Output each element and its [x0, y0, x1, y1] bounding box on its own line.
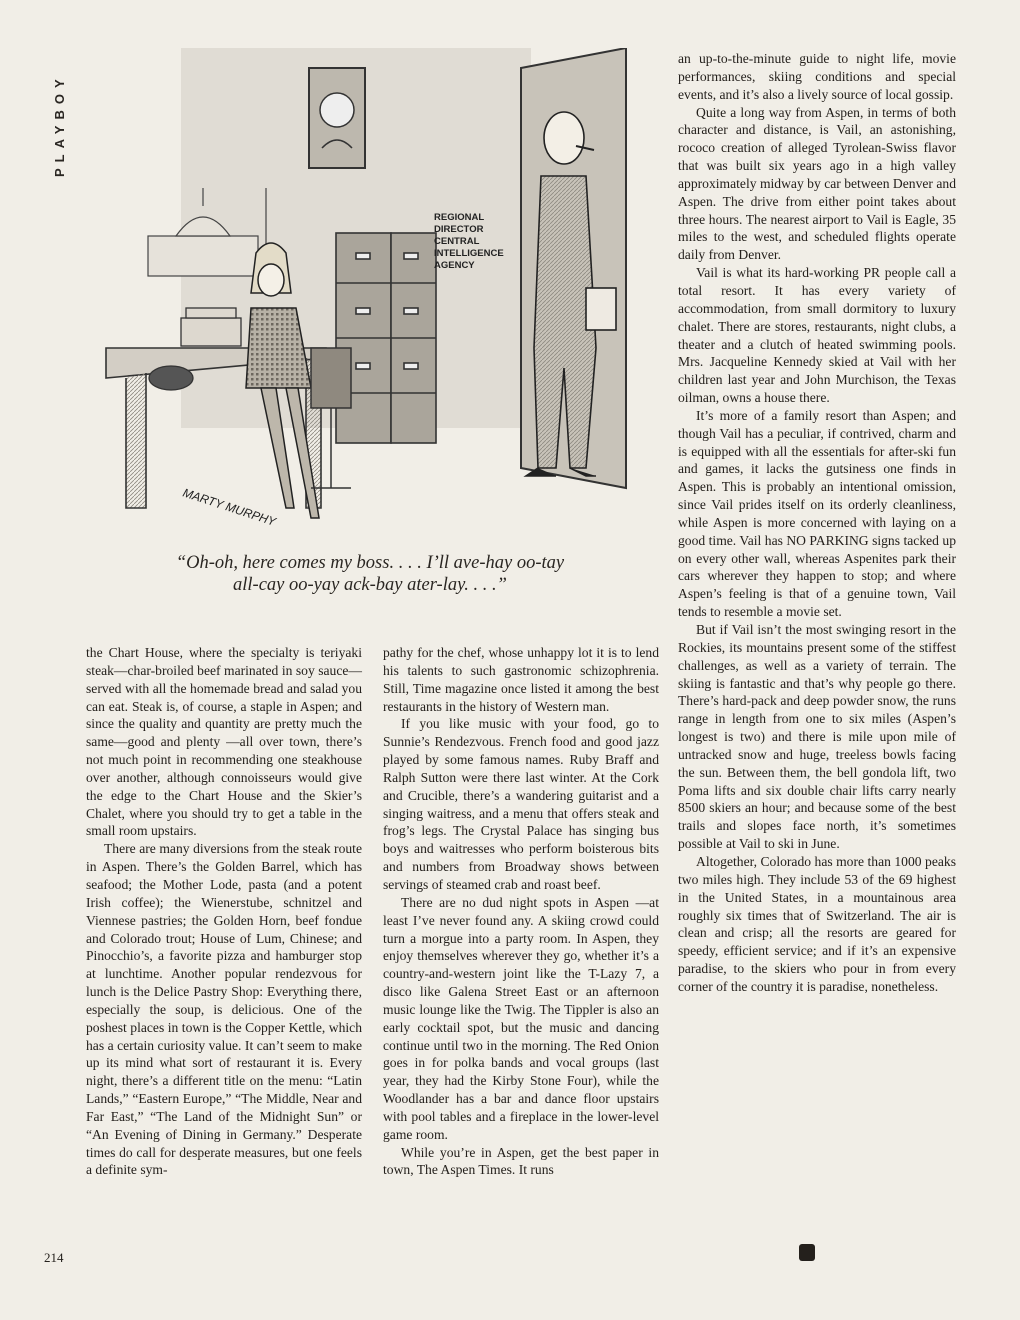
door-sign-line: REGIONAL [434, 212, 485, 223]
filing-cabinets [336, 233, 436, 443]
caption-line: “Oh-oh, here comes my boss. . . . I’ll ave-hay oo-tay [175, 553, 565, 573]
page-number: 214 [44, 1250, 64, 1265]
paragraph: There are many diversions from the steak route in Aspen. There’s the Golden Barrel, which has seafood; the Mother Lode, pasta (and a potent Irish coffee); the Wienerstube, schnitzel and Viennese pastries; the Golden Horn, beef fondue and Colorado trout; House of Lum, Chinese; and Pinocchio’s, a favorite pizza and hamburger stop at lunchtime. Another popular rendezvous for lunch is the Delice Pastry Shop: Everything there, especially the soup, is delicious. One of the poshest places in town is the Copper Kettle, which has a certain curiosity value. It can’t seem to make up its mind what sort of restaurant it is. Every night, there’s a different title on the menu: “Latin Lands,” “Eastern Europe,” “The Middle, Near and Far East,” “The Land of the Midnight Sun” or “An Evening of Dining in Germany.” Desperate times do call for desperate measures, but one feels a definite sym- [86, 841, 362, 1178]
door-sign-line: CENTRAL [434, 236, 480, 247]
cartoon-caption [110, 552, 630, 596]
paragraph: Quite a long way from Aspen, in terms of both character and distance, is Vail, an astonishing, rococo creation of alleged Tyrolean-Swiss flavor that was built six years ago in a high valley approximately midway by car between Denver and Aspen. The drive from either point takes about three hours. The nearest airport to Vail is Eagle, 35 miles to the west, and scheduled flights operate daily from Denver. [678, 104, 956, 263]
rabbit-end-mark-icon [799, 1244, 815, 1261]
paragraph: Altogether, Colorado has more than 1000 peaks two miles high. They include 53 of the 69 highest in the United States, in a mountainous area roughly six times that of Switzerland. The air is clean and crisp; all the resorts are geared for speedy, efficient service; and if it’s an expensive paradise, to the skiers who pour in from every corner of the country it is paradise, nonetheless. [678, 853, 956, 994]
article-column-3 [678, 50, 956, 996]
paragraph: While you’re in Aspen, get the best paper in town, The Aspen Times. It runs [383, 1144, 659, 1178]
cartoon-illustration [86, 48, 652, 548]
paragraph: Vail is what its hard-working PR people call a total resort. It has every variety of accommodation, from small dormitory to luxury chalet. There are stores, restaurants, night clubs, a theater and a clutch of heated swimming pools. Mrs. Jacqueline Kennedy skied at Vail with her children last year and John Murchison, the Texas oilman, owns a house there. [678, 265, 956, 406]
article-column-2 [383, 644, 659, 1179]
paragraph: the Chart House, where the specialty is teriyaki steak—char-broiled beef marinated in soy sauce—served with all the homemade bread and salad you can eat. Steak is, of course, a staple in Aspen; and since the quality and quantity are pretty much the same—good and plenty —all over town, there’s not much point in recommending one steakhouse over another, although connoisseurs would give the edge to the Chart House and the Skier’s Chalet, where you should try to get a table in the small room upstairs. [86, 645, 362, 839]
article-column-1 [86, 644, 362, 1179]
typewriter [181, 308, 241, 346]
door-sign-line: DIRECTOR [434, 224, 484, 235]
paragraph: It’s more of a family resort than Aspen; and though Vail has a peculiar, if contrived, charm and is equipped with all the essentials for after-ski fun and games, it lacks the gutsiness one finds in Aspen. This is probably an intentional omission, since Vail prides itself on its orderly cleanliness, while Aspen is more concerned with laying on a good time. Vail has NO PARKING signs tacked up on every other wall, whereas Aspenites park their cars wherever they happen to stop; and where Aspen’s feeling is that of a genuine town, Vail tends to resemble a movie set. [678, 407, 956, 620]
door-sign-line: INTELLIGENCE [434, 248, 504, 259]
paragraph: But if Vail isn’t the most swinging resort in the Rockies, its mountains present some of the stiffest challenges, as well as a variety of terrain. The skiing is fantastic and that’s why people go there. There’s hard-pack and deep powder snow, the runs range in length from one to six miles (Aspen’s longest is two) and there is mile upon mile of untracked snow and huge, treeless bowls facing the sun. Between them, the bell gondola lift, two Poma lifts and six double chair lifts carry nearly 8500 skiers an hour; and because some of the best trails and slopes face north, it’s sometimes possible at Vail to ski in June. [678, 622, 956, 852]
artist-signature: MARTY MURPHY [181, 485, 278, 529]
paragraph: pathy for the chef, whose unhappy lot it is to lend his talents to such gastronomic schizophrenia. Still, Time magazine once listed it among the best restaurants in the history of Western man. [383, 645, 659, 714]
magazine-name: PLAYBOY [52, 73, 67, 177]
paragraph: If you like music with your food, go to Sunnie’s Rendezvous. French food and good jazz played by some famous names. Ruby Braff and Ralph Sutton were there last winter. At the Cork and Crucible, there’s a wandering guitarist and a singing waitress, and a menu that offers steak and frog’s legs. The Crystal Palace has singing bus boys and waitresses who perform boisterous bits and numbers from Broadway shows between servings of steamed crab and roast beef. [383, 716, 659, 892]
caption-line: all-cay oo-yay ack-bay ater-lay. . . .” [233, 575, 507, 595]
paragraph: an up-to-the-minute guide to night life, movie performances, skiing conditions and special events, and it’s also a lively source of local gossip. [678, 51, 956, 102]
telephone [149, 366, 193, 390]
door-sign-line: AGENCY [434, 260, 475, 271]
paragraph: There are no dud night spots in Aspen —at least I’ve never found any. A skiing crowd could turn a morgue into a party room. In Aspen, they enjoy themselves wherever they go, whether it’s a country-and-western joint like the T-Lazy 7, a disco like Galena Street East or an afternoon music lounge like the Twig. The Tippler is also an early cocktail spot, but the music and dancing continue until two in the morning. The Red Onion goes in for polka bands and vocal groups (last year, they had the Kirby Stone Four), while the Woodlander has a bar and dance floor upstairs with pool tables and a fireplace in the lower-level game room. [383, 894, 659, 1142]
